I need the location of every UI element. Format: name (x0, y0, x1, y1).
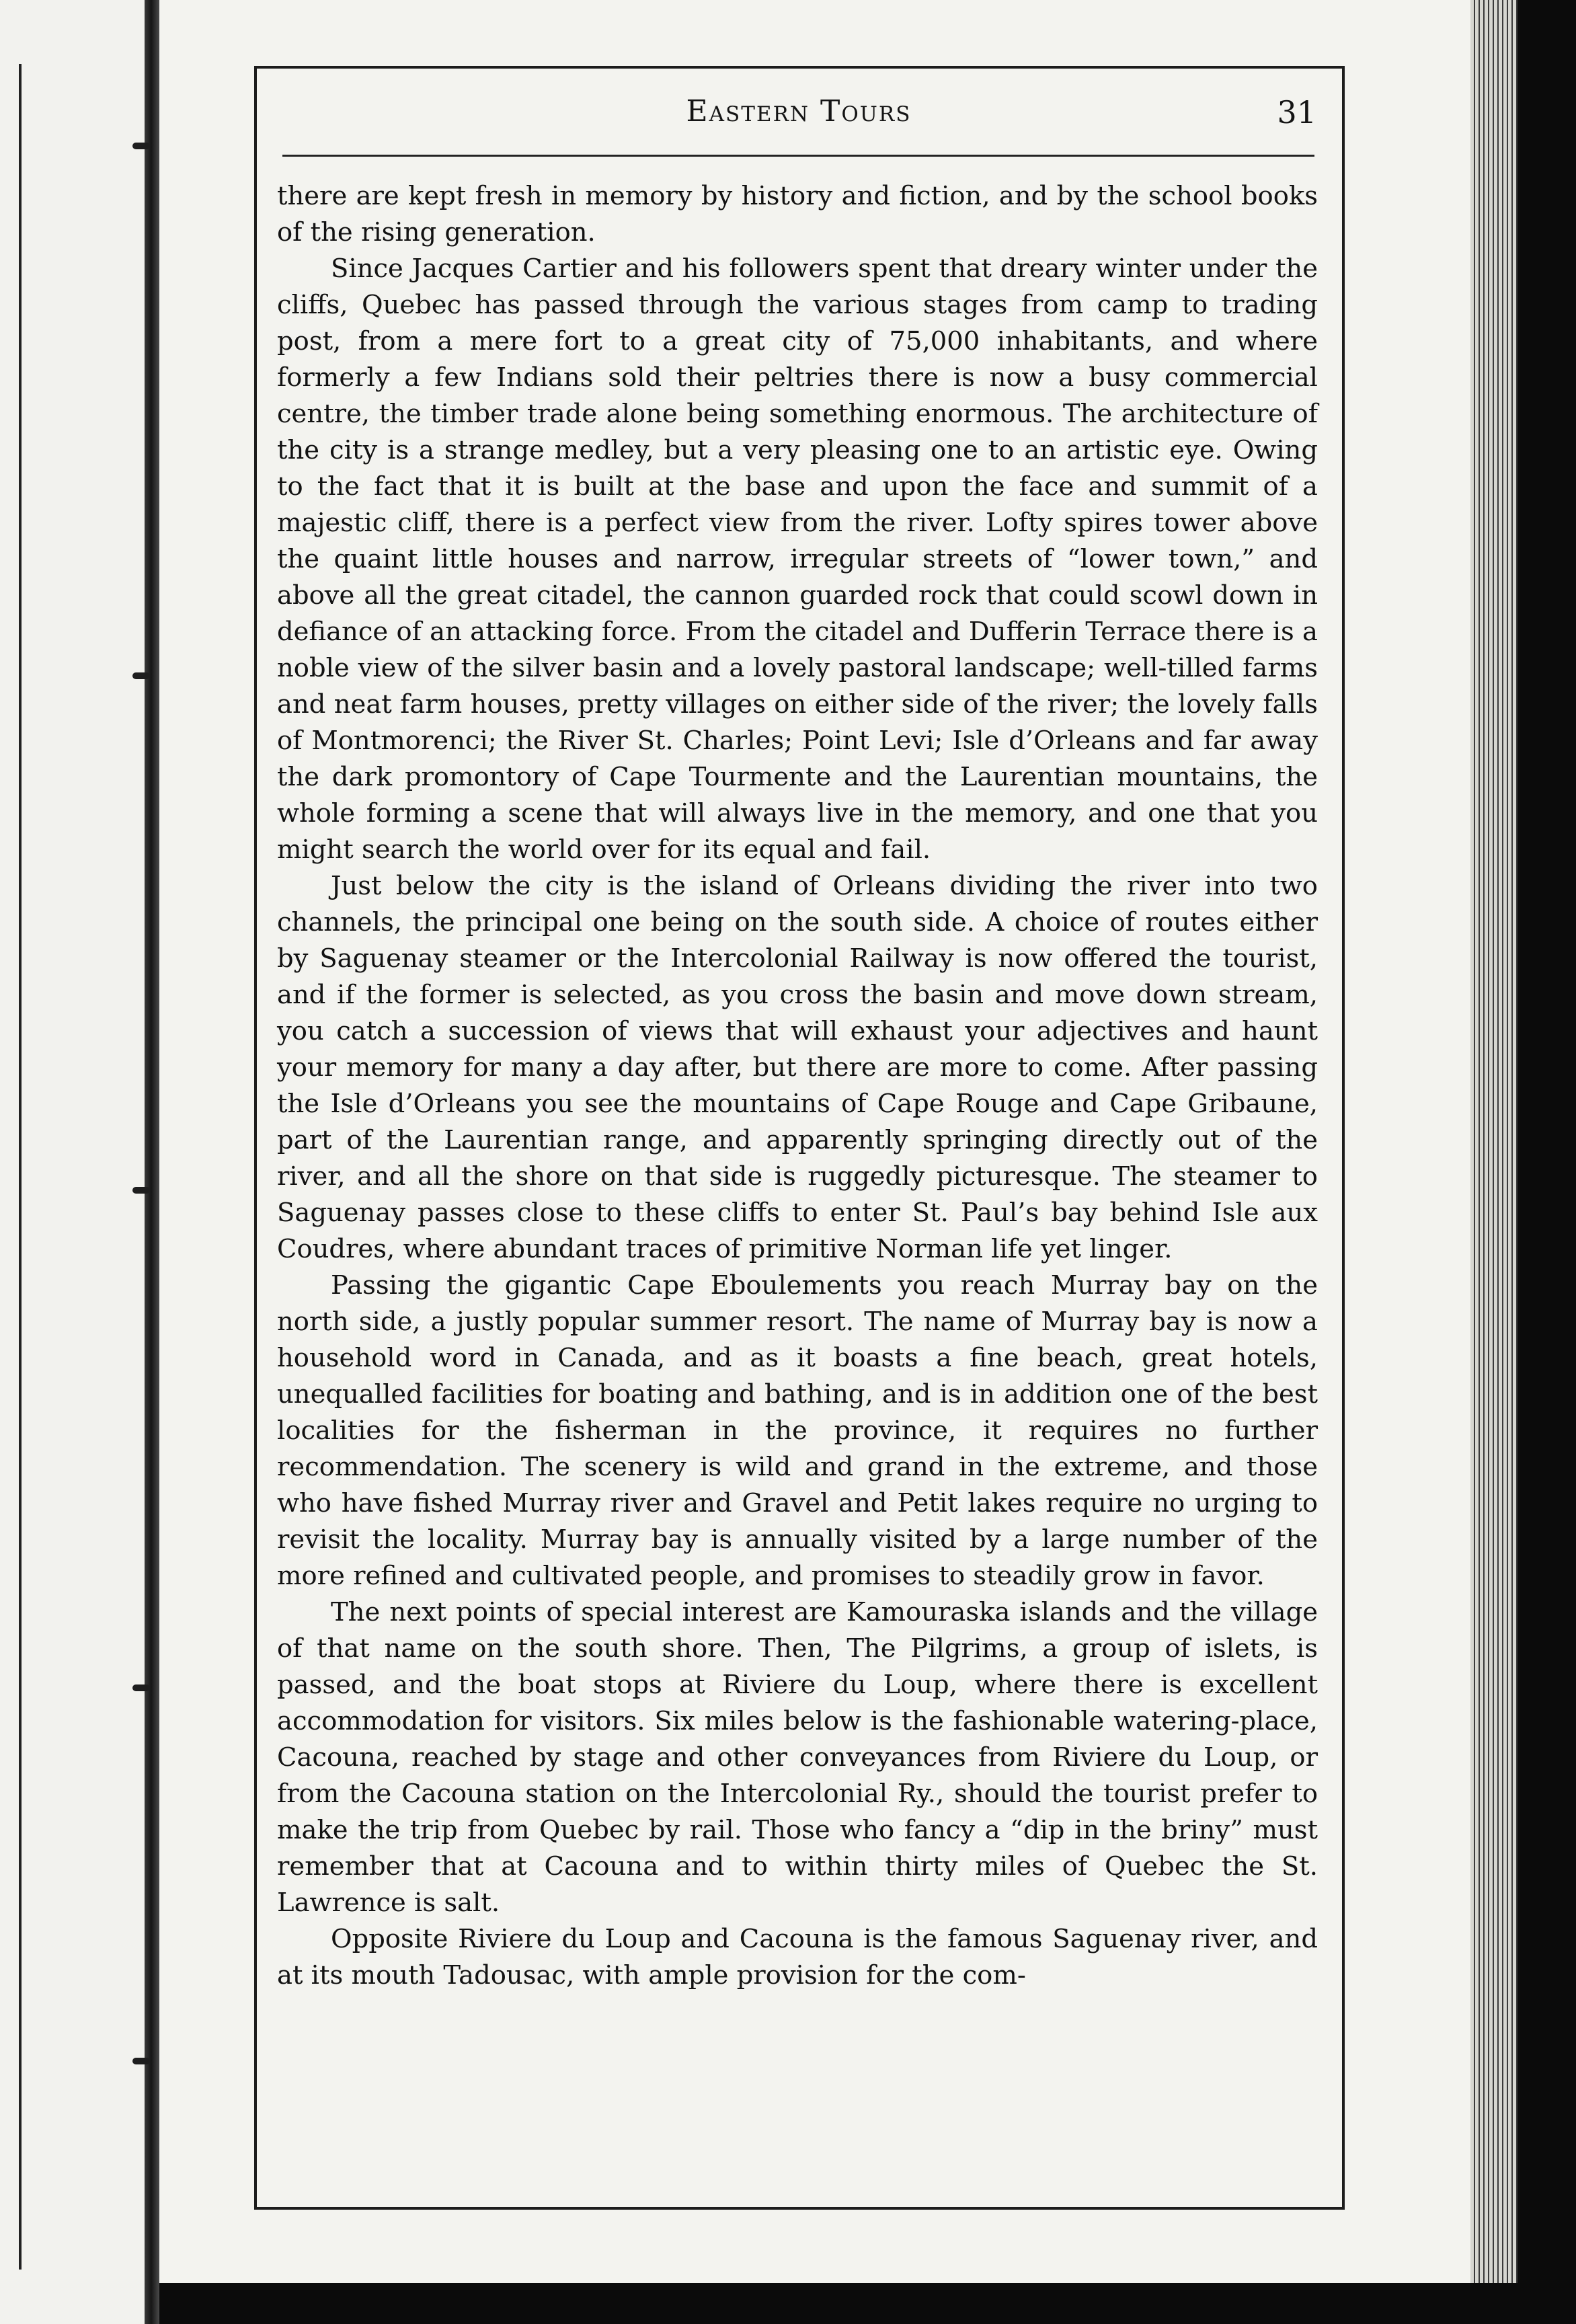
binding-stitch (132, 672, 150, 679)
left-page-frame-edge (5, 64, 22, 2270)
paragraph-kamouraska-cacouna: The next points of special interest are Kamouraska islands and the village of that name on the south shore. Then, The Pilgrims, a group of islets, is passed, and the boat stops at Riviere du Loup, where there is excellent accommodation for visitors. Six miles below is the fashionable watering-place, Cacouna, reached by stage and other conveyances from Riviere du Loup, or from the Cacouna station on the Intercolonial Ry., should the tourist prefer to make the trip from Quebec by rail. Those who fancy a “dip in the briny” must remember that at Cacouna and to within thirty miles of Quebec the St. Lawrence is salt. (277, 1597, 1318, 1918)
paragraph-island-of-orleans: Just below the city is the island of Orleans dividing the river into two channels, the principal one being on the south side. A choice of routes either by Saguenay steamer or the Intercolonial Railway is now offered the tourist, and if the former is selected, as you cross the basin and move down stream, you catch a succession of views that will exhaust your adjectives and haunt your memory for many a day after, but there are more to come. After passing the Isle d’Orleans you see the mountains of Cape Rouge and Cape Gribaune, part of the Laurentian range, and apparently springing directly out of the river, and all the shore on that side is ruggedly picturesque. The steamer to Saguenay passes close to these cliffs to enter St. Paul’s bay behind Isle aux Coudres, where abundant traces of primitive Norman life yet linger. (277, 871, 1318, 1264)
page-number: 31 (1277, 94, 1316, 130)
page-header (274, 94, 1323, 134)
left-facing-page (0, 0, 145, 2324)
book-gutter (145, 0, 159, 2324)
paragraph-murray-bay: Passing the gigantic Cape Eboulements you reach Murray bay on the north side, a justly popular summer resort. The name of Murray bay is now a household word in Canada, and as it boasts a fine beach, great hotels, unequalled facilities for boating and bathing, and is in addition one of the best localities for the fisherman in the province, it requires no further recommendation. The scenery is wild and grand in the extreme, and those who have fished Murray river and Gravel and Petit lakes require no urging to revisit the locality. Murray bay is annually visited by a large number of the more refined and cultivated people, and promises to steadily grow in favor. (277, 1270, 1318, 1591)
page-stack-edges (1470, 0, 1518, 2283)
binding-stitch (132, 1684, 150, 1691)
binding-stitch (132, 1187, 150, 1194)
running-head: Eastern Tours (686, 94, 912, 128)
body-text (277, 178, 1318, 2189)
paragraph-continuation: there are kept fresh in memory by history and fiction, and by the school books of the rising generation. (277, 181, 1318, 247)
paragraph-quebec-history: Since Jacques Cartier and his followers spent that dreary winter under the cliffs, Quebec has passed through the various stages from camp to trading post, from a mere fort to a great city of 75,000 inhabitants, and where formerly a few Indians sold their peltries there is now a busy commercial centre, the timber trade alone being something enormous. The architecture of the city is a strange medley, but a very pleasing one to an artistic eye. Owing to the fact that it is built at the base and upon the face and summit of a majestic cliff, there is a perfect view from the river. Lofty spires tower above the quaint little houses and narrow, irregular streets of “lower town,” and above all the great citadel, the cannon guarded rock that could scowl down in defiance of an attacking force. From the citadel and Dufferin Terrace there is a noble view of the silver basin and a lovely pastoral landscape; well-tilled farms and neat farm houses, pretty villages on either side of the river; the lovely falls of Montmorenci; the River St. Charles; Point Levi; Isle d’Orleans and far away the dark promontory of Cape Tourmente and the Laurentian mountains, the whole forming a scene that will always live in the memory, and one that you might search the world over for its equal and fail. (277, 254, 1318, 865)
binding-stitch (132, 2058, 150, 2064)
binding-stitch (132, 143, 150, 149)
header-rule (282, 155, 1314, 157)
paragraph-saguenay: Opposite Riviere du Loup and Cacouna is the famous Saguenay river, and at its mouth Tadousac, with ample provision for the com- (277, 1924, 1318, 1990)
